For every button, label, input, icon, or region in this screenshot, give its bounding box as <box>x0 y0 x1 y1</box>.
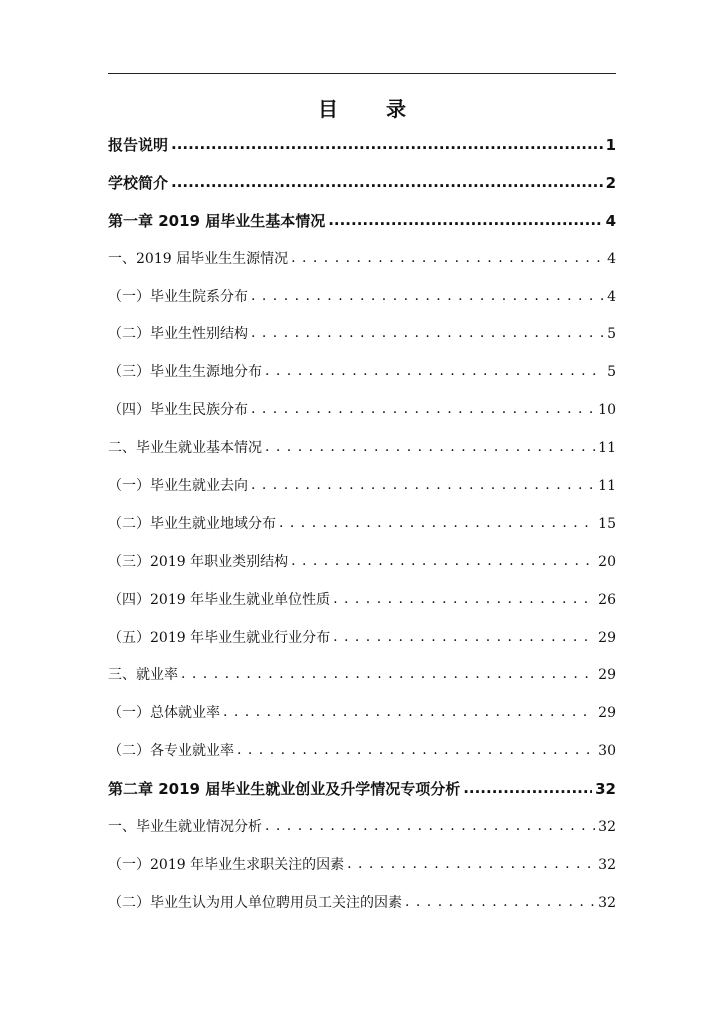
toc-entry-page: 32 <box>595 780 616 799</box>
toc-entry-label: （三）毕业生生源地分布 <box>108 364 262 381</box>
header-rule <box>108 73 616 74</box>
toc-entry-page: 10 <box>598 402 616 419</box>
toc-entry-page: 2 <box>605 173 616 192</box>
toc-entry[interactable] <box>108 203 616 241</box>
toc-entry-page: 30 <box>598 743 616 760</box>
toc-entry[interactable] <box>108 885 616 923</box>
toc-entry[interactable] <box>108 279 616 317</box>
toc-entry[interactable] <box>108 392 616 430</box>
toc-entry-page: 29 <box>598 629 616 646</box>
toc-entry[interactable] <box>108 468 616 506</box>
toc-dot-leader <box>237 732 595 770</box>
toc-dot-leader <box>223 694 595 732</box>
toc-entry-page: 29 <box>598 705 616 722</box>
toc-dot-leader <box>279 505 595 543</box>
toc-entry[interactable] <box>108 544 616 582</box>
toc-entry[interactable] <box>108 809 616 847</box>
toc-entry-label: （二）毕业生就业地域分布 <box>108 515 276 532</box>
toc-entry-label: （三）2019 年职业类别结构 <box>108 553 289 570</box>
table-of-contents <box>108 127 616 923</box>
toc-dot-leader <box>251 315 604 353</box>
toc-entry[interactable] <box>108 165 616 203</box>
toc-entry-label: 学校简介 <box>108 173 169 192</box>
toc-dot-leader <box>265 429 595 467</box>
toc-entry-label: 三、就业率 <box>108 667 178 684</box>
toc-dot-leader <box>333 619 595 657</box>
toc-entry[interactable] <box>108 506 616 544</box>
toc-entry-page: 20 <box>598 553 616 570</box>
toc-dot-leader <box>405 884 595 922</box>
toc-entry[interactable] <box>108 733 616 771</box>
toc-entry-label: （二）毕业生认为用人单位聘用员工关注的因素 <box>108 894 402 911</box>
toc-entry-label: （一）2019 年毕业生求职关注的因素 <box>108 856 345 873</box>
toc-entry[interactable] <box>108 847 616 885</box>
toc-entry-label: 报告说明 <box>108 135 169 154</box>
toc-entry-label: （五）2019 年毕业生就业行业分布 <box>108 629 331 646</box>
toc-entry-page: 4 <box>607 250 616 267</box>
toc-entry-label: 二、毕业生就业基本情况 <box>108 440 262 457</box>
toc-entry[interactable] <box>108 241 616 279</box>
toc-entry-page: 32 <box>598 856 616 873</box>
toc-dot-leader <box>463 770 592 808</box>
toc-title: 目 录 <box>318 97 420 121</box>
toc-entry-page: 32 <box>598 894 616 911</box>
toc-entry[interactable] <box>108 657 616 695</box>
toc-entry-page: 32 <box>598 819 616 836</box>
toc-entry-page: 1 <box>605 135 616 154</box>
toc-entry-label: （二）毕业生性别结构 <box>108 326 248 343</box>
toc-dot-leader <box>328 202 602 240</box>
toc-entry[interactable] <box>108 316 616 354</box>
toc-entry-label: （一）毕业生就业去向 <box>108 478 248 494</box>
toc-entry[interactable] <box>108 430 616 468</box>
toc-entry-page: 4 <box>607 288 616 305</box>
toc-entry-label: 一、2019 届毕业生生源情况 <box>108 250 289 267</box>
toc-entry[interactable] <box>108 695 616 733</box>
toc-dot-leader <box>265 353 604 391</box>
toc-entry[interactable] <box>108 620 616 658</box>
toc-dot-leader <box>171 126 603 164</box>
toc-entry[interactable] <box>108 354 616 392</box>
toc-entry-label: （一）毕业生院系分布 <box>108 288 248 305</box>
toc-dot-leader <box>333 581 595 619</box>
toc-entry-page: 11 <box>598 440 616 457</box>
toc-dot-leader <box>251 278 604 316</box>
toc-dot-leader <box>251 391 595 429</box>
toc-dot-leader <box>251 467 595 505</box>
toc-dot-leader <box>181 656 595 694</box>
toc-entry-label: （四）毕业生民族分布 <box>108 402 248 419</box>
toc-dot-leader <box>265 808 595 846</box>
toc-dot-leader <box>291 543 595 581</box>
toc-entry-page: 4 <box>605 211 616 230</box>
toc-entry[interactable] <box>108 582 616 620</box>
toc-dot-leader <box>347 846 595 884</box>
toc-entry-page: 26 <box>598 591 616 608</box>
toc-entry-page: 29 <box>598 667 616 684</box>
toc-entry-label: （二）各专业就业率 <box>108 743 234 760</box>
toc-entry-page: 5 <box>607 364 616 381</box>
toc-entry[interactable] <box>108 127 616 165</box>
toc-entry-label: （一）总体就业率 <box>108 705 220 722</box>
toc-entry-label: 第一章 2019 届毕业生基本情况 <box>108 211 326 230</box>
toc-entry-page: 15 <box>598 515 616 532</box>
toc-dot-leader <box>171 164 603 202</box>
toc-entry-label: （四）2019 年毕业生就业单位性质 <box>108 591 331 608</box>
toc-entry-label: 第二章 2019 届毕业生就业创业及升学情况专项分析 <box>108 780 461 799</box>
toc-entry-page: 5 <box>607 326 616 343</box>
toc-dot-leader <box>291 240 604 278</box>
toc-entry[interactable] <box>108 771 616 809</box>
toc-entry-page: 11 <box>598 478 616 494</box>
toc-entry-label: 一、毕业生就业情况分析 <box>108 819 262 836</box>
